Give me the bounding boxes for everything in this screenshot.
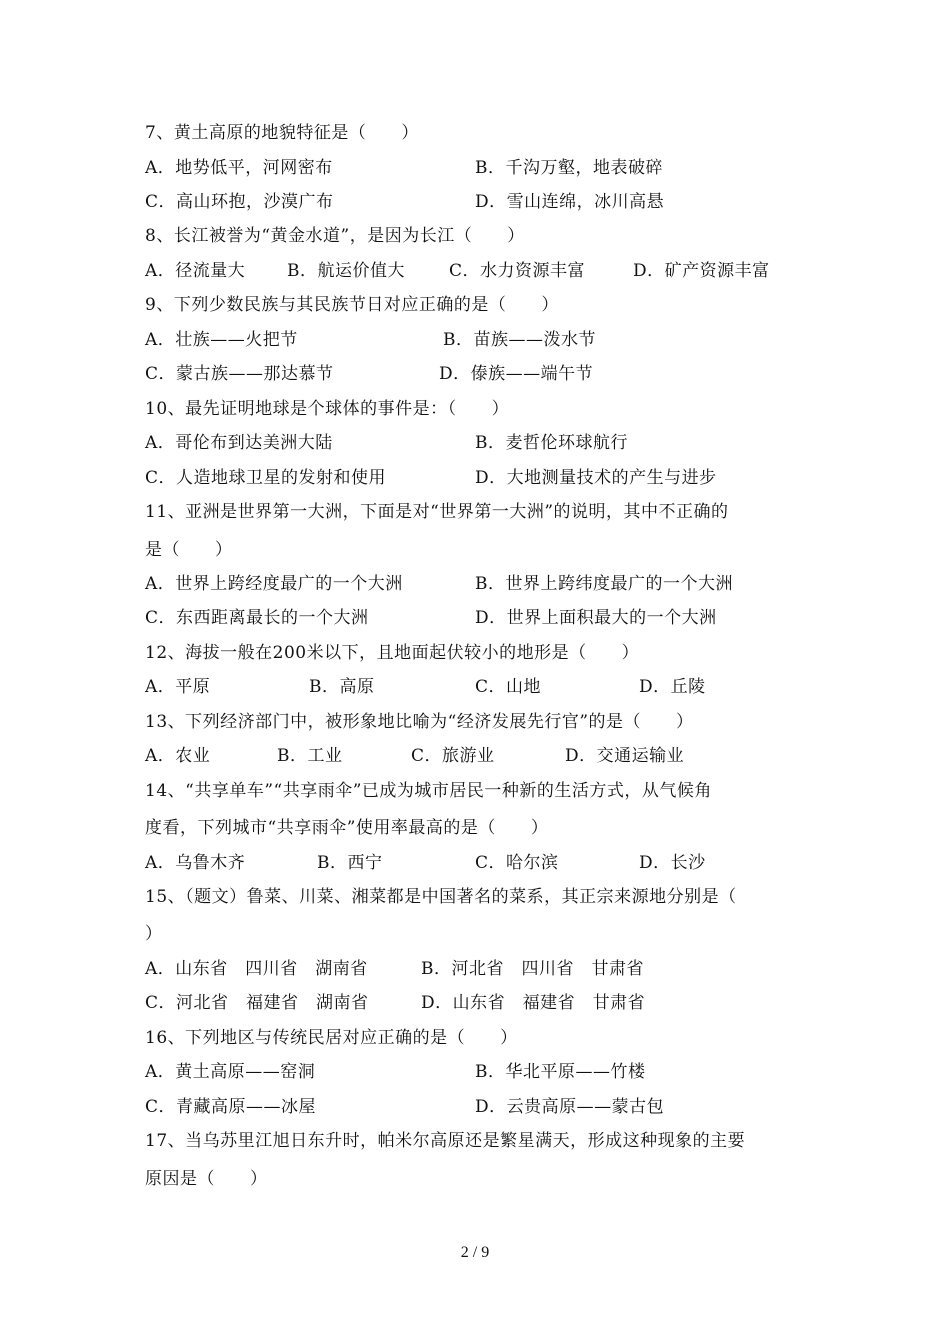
line-text: ） xyxy=(145,924,163,944)
line-text: 13、下列经济部门中，被形象地比喻为“经济发展先行官”的是（ ） xyxy=(145,712,694,732)
line-text: 原因是（ ） xyxy=(145,1169,268,1189)
line-text: 10、最先证明地球是个球体的事件是：（ ） xyxy=(145,399,510,419)
line-text: A．乌鲁木齐 xyxy=(145,853,246,873)
option-text: D．世界上面积最大的一个大洲 xyxy=(475,608,717,628)
option-text: D．矿产资源丰富 xyxy=(633,261,770,281)
option-text: B．西宁 xyxy=(317,853,383,873)
option-text: B．华北平原——竹楼 xyxy=(475,1062,646,1082)
line-text: C．蒙古族——那达慕节 xyxy=(145,364,334,384)
option-text: D．山东省 福建省 甘肃省 xyxy=(421,993,646,1013)
option-text: B．航运价值大 xyxy=(287,261,405,281)
line-text: C．人造地球卫星的发射和使用 xyxy=(145,468,387,488)
line-text: 17、当乌苏里江旭日东升时，帕米尔高原还是繁星满天，形成这种现象的主要 xyxy=(145,1131,746,1151)
line-text: 度看，下列城市“共享雨伞”使用率最高的是（ ） xyxy=(145,818,549,838)
option-text: B．苗族——泼水节 xyxy=(443,330,596,350)
option-text: C．旅游业 xyxy=(411,746,495,766)
option-text: D．大地测量技术的产生与进步 xyxy=(475,468,717,488)
line-text: A．平原 xyxy=(145,677,211,697)
line-text: 14、“共享单车”“共享雨伞”已成为城市居民一种新的生活方式，从气候角 xyxy=(145,781,712,801)
option-text: B．千沟万壑，地表破碎 xyxy=(475,158,663,178)
line-text: A．世界上跨经度最广的一个大洲 xyxy=(145,574,403,594)
option-text: D．交通运输业 xyxy=(565,746,685,766)
line-text: 16、下列地区与传统民居对应正确的是（ ） xyxy=(145,1028,518,1048)
option-text: C．水力资源丰富 xyxy=(449,261,586,281)
line-text: 12、海拔一般在200米以下，且地面起伏较小的地形是（ ） xyxy=(145,643,640,663)
line-text: C．东西距离最长的一个大洲 xyxy=(145,608,369,628)
option-text: C．山地 xyxy=(475,677,542,697)
line-text: 9、下列少数民族与其民族节日对应正确的是（ ） xyxy=(145,295,559,315)
option-text: C．哈尔滨 xyxy=(475,853,559,873)
option-text: B．河北省 四川省 甘肃省 xyxy=(421,959,644,979)
option-text: B．麦哲伦环球航行 xyxy=(475,433,628,453)
line-text: A．哥伦布到达美洲大陆 xyxy=(145,433,333,453)
option-text: B．世界上跨纬度最广的一个大洲 xyxy=(475,574,733,594)
line-text: C．高山环抱，沙漠广布 xyxy=(145,192,334,212)
option-text: B．高原 xyxy=(309,677,375,697)
line-text: C．青藏高原——冰屋 xyxy=(145,1097,317,1117)
option-text: D．云贵高原——蒙古包 xyxy=(475,1097,665,1117)
line-text: A．壮族——火把节 xyxy=(145,330,298,350)
line-text: 7、黄土高原的地貌特征是（ ） xyxy=(145,123,419,143)
line-text: 11、亚洲是世界第一大洲，下面是对“世界第一大洲”的说明，其中不正确的 xyxy=(145,502,729,522)
line-text: 15、（题文）鲁菜、川菜、湘菜都是中国著名的菜系，其正宗来源地分别是（ xyxy=(145,887,737,907)
line-text: A．农业 xyxy=(145,746,211,766)
page-number: 2 / 9 xyxy=(460,1244,490,1261)
option-text: D．雪山连绵，冰川高悬 xyxy=(475,192,665,212)
option-text: D．长沙 xyxy=(639,853,706,873)
line-text: A．山东省 四川省 湖南省 xyxy=(145,959,368,979)
line-text: 是（ ） xyxy=(145,540,233,560)
line-text: C．河北省 福建省 湖南省 xyxy=(145,993,369,1013)
option-text: B．工业 xyxy=(277,746,343,766)
line-text: A．径流量大 xyxy=(145,261,246,281)
line-text: A．地势低平，河网密布 xyxy=(145,158,333,178)
option-text: D．丘陵 xyxy=(639,677,706,697)
option-text: D．傣族——端午节 xyxy=(439,364,594,384)
line-text: A．黄土高原——窑洞 xyxy=(145,1062,316,1082)
line-text: 8、长江被誉为“黄金水道”，是因为长江（ ） xyxy=(145,226,525,246)
